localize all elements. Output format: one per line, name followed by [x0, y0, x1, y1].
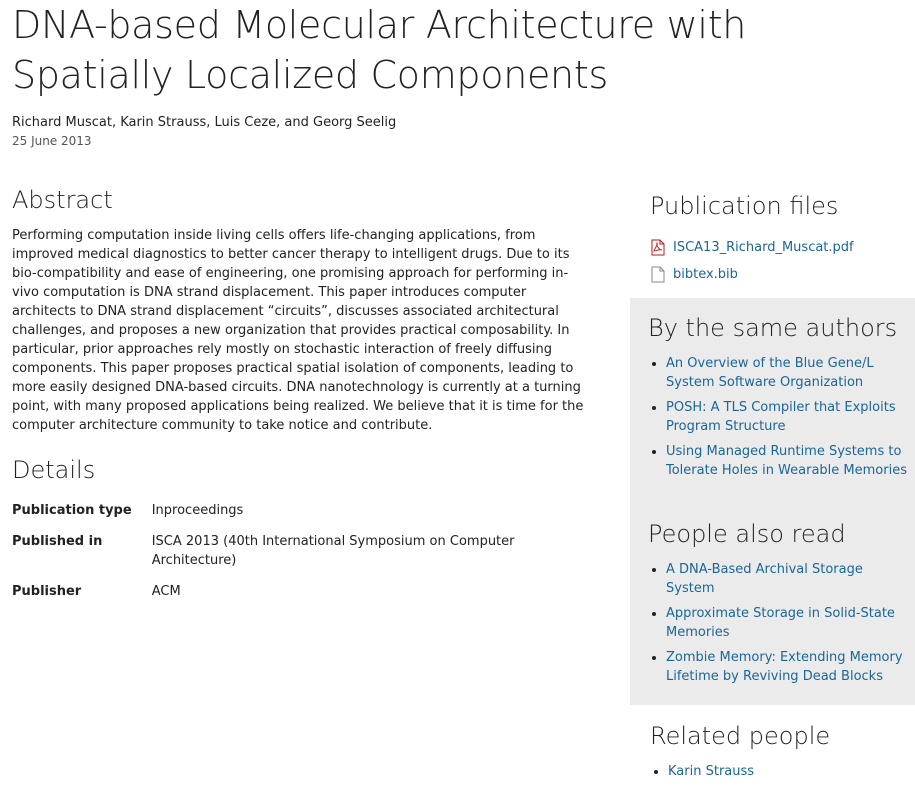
list-item: [666, 354, 908, 392]
details-key: Publisher: [12, 584, 82, 599]
file-item-pdf: [650, 234, 910, 261]
pdf-file-icon: [650, 239, 666, 256]
list-item: [666, 560, 908, 598]
related-people-heading: Related people: [650, 722, 831, 750]
related-content-panel: [630, 298, 915, 705]
page-title: DNA-based Molecular Architecture with Spatially Localized Components: [12, 3, 747, 97]
same-author-link[interactable]: An Overview of the Blue Gene/L System Software Organization: [666, 356, 874, 390]
same-authors-list: [648, 354, 908, 480]
same-authors-section: [648, 310, 908, 486]
details-table: [12, 501, 584, 613]
same-author-link[interactable]: POSH: A TLS Compiler that Exploits Program Structure: [666, 400, 896, 434]
publication-date: 25 June 2013: [12, 134, 92, 148]
file-item-bib: [650, 261, 910, 288]
related-people-list: [650, 762, 910, 781]
details-key: Published in: [12, 534, 103, 549]
bib-file-link[interactable]: bibtex.bib: [673, 267, 738, 282]
also-read-link[interactable]: Zombie Memory: Extending Memory Lifetime by Reviving Dead Blocks: [666, 650, 903, 684]
same-authors-heading: By the same authors: [648, 314, 898, 342]
details-value: ACM: [151, 584, 181, 599]
publication-files-heading: Publication files: [650, 192, 839, 220]
publication-files-section: [650, 188, 910, 288]
details-value: ISCA 2013 (40th International Symposium on Computer Architecture): [151, 534, 515, 568]
details-row-publication-type: [12, 501, 584, 532]
details-row-publisher: [12, 582, 584, 613]
also-read-list: [648, 560, 908, 686]
list-item: [666, 398, 908, 436]
details-row-published-in: [12, 532, 584, 582]
details-key: Publication type: [12, 503, 132, 518]
details-heading: Details: [12, 456, 96, 484]
related-person-link[interactable]: Karin Strauss: [668, 764, 755, 779]
list-item: [666, 604, 908, 642]
list-item: [668, 762, 910, 781]
document-icon: [650, 266, 666, 283]
also-read-heading: People also read: [648, 520, 846, 548]
list-item: [666, 442, 908, 480]
related-people-section: [650, 718, 910, 787]
author-list: Richard Muscat, Karin Strauss, Luis Ceze, and Georg Seelig: [12, 115, 397, 130]
details-value: Inproceedings: [151, 503, 244, 518]
pdf-file-link[interactable]: ISCA13_Richard_Muscat.pdf: [673, 240, 854, 255]
list-item: [666, 648, 908, 686]
also-read-section: [648, 516, 908, 692]
also-read-link[interactable]: A DNA-Based Archival Storage System: [666, 562, 863, 596]
same-author-link[interactable]: Using Managed Runtime Systems to Tolerate Holes in Wearable Memories: [666, 444, 907, 478]
also-read-link[interactable]: Approximate Storage in Solid-State Memories: [666, 606, 895, 640]
abstract-heading: Abstract: [12, 186, 113, 214]
abstract-text: Performing computation inside living cells offers life-changing applications, from improved medical diagnostics to better cancer therapy to intelligent drugs. Due to its bio-compatibility and ease of engineering, one promising approach for performing in-vivo computation is DNA strand displacement. This paper introduces computer architects to DNA strand displacement “circuits”, discusses associated architectural challenges, and proposes a new organization that provides practical composability. In particular, prior approaches rely mostly on stochastic interaction of freely diffusing components. This paper proposes practical spatial isolation of components, leading to more easily designed DNA-based circuits. DNA nanotechnology is currently at a turning point, with many proposed applications being realized. We believe that it is time for the computer architecture community to take notice and contribute.: [12, 228, 584, 433]
